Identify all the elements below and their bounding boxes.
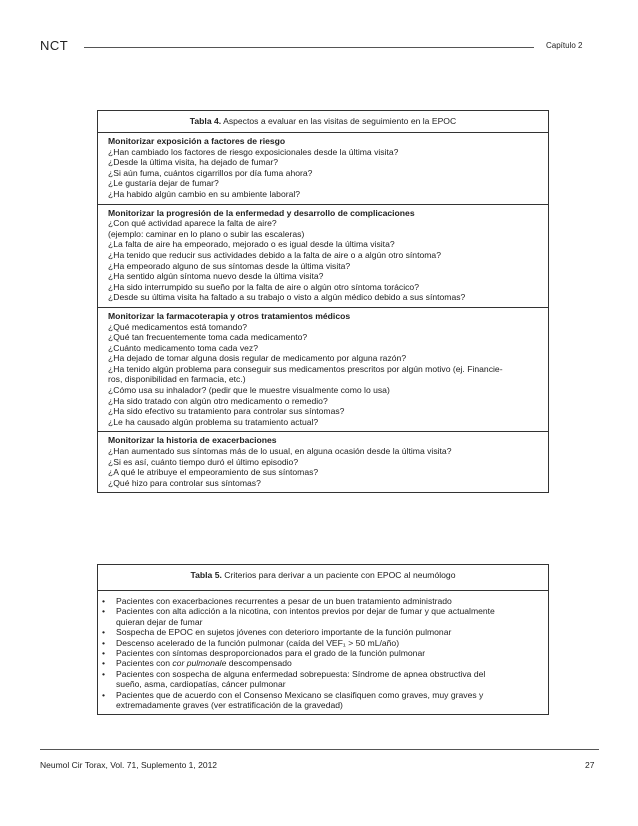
question-line: ¿Ha sentido algún síntoma nuevo desde la última visita? bbox=[108, 271, 324, 282]
criteria-item bbox=[102, 596, 540, 606]
question-line: ¿Si es así, cuánto tiempo duró el último episodio? bbox=[108, 456, 299, 467]
criteria-text: Descenso acelerado de la función pulmonar (caída del VEF₁ > 50 mL/año) bbox=[116, 637, 400, 648]
question-line: (ejemplo: caminar en lo plano o subir las escaleras) bbox=[108, 228, 305, 239]
running-header-chapter: Capítulo 2 bbox=[546, 41, 583, 50]
question-line: ¿Desde su última visita ha faltado a su trabajo o visto a algún médico debido a sus síntomas? bbox=[108, 292, 466, 303]
question-line: ¿Ha sido interrumpido su sueño por la falta de aire o algún otro síntoma torácico? bbox=[108, 281, 419, 292]
question-line: ¿Han cambiado los factores de riesgo exposicionales desde la última visita? bbox=[108, 146, 399, 157]
footer-rule bbox=[40, 749, 599, 750]
question-line: ¿Han aumentado sus síntomas más de lo usual, en alguna ocasión desde la última visita? bbox=[108, 446, 452, 457]
bullet-icon: • bbox=[102, 627, 106, 638]
question-line: ¿Ha sido tratado con algún otro medicamento o remedio? bbox=[108, 395, 328, 406]
criteria-text: Pacientes que de acuerdo con el Consenso Mexicano se clasifiquen como graves, muy graves y bbox=[116, 689, 484, 700]
question-line: ¿Ha sido efectivo su tratamiento para controlar sus síntomas? bbox=[108, 406, 345, 417]
running-header-left: NCT bbox=[40, 38, 69, 53]
question-line: ¿Ha tenido algún problema para conseguir sus medicamentos prescritos por algún motivo (ej. Financie- bbox=[108, 363, 503, 374]
bullet-icon: • bbox=[102, 648, 106, 659]
table-4-caption-text: Aspectos a evaluar en las visitas de seguimiento en la EPOC bbox=[221, 116, 457, 126]
criteria-item bbox=[102, 638, 540, 648]
criteria-item bbox=[102, 658, 540, 668]
question-line: ¿Con qué actividad aparece la falta de aire? bbox=[108, 218, 277, 229]
bullet-icon: • bbox=[102, 637, 106, 648]
bullet-icon: • bbox=[102, 658, 106, 669]
table-4-section bbox=[98, 205, 548, 308]
question-line: ¿Si aún fuma, cuántos cigarrillos por día fuma ahora? bbox=[108, 167, 313, 178]
question-line: ¿Cómo usa su inhalador? (pedir que le muestre visualmente como lo usa) bbox=[108, 385, 390, 396]
criteria-item bbox=[102, 669, 540, 679]
bullet-icon bbox=[102, 617, 116, 627]
table-4-caption-label: Tabla 4. bbox=[189, 116, 222, 126]
journal-citation: Neumol Cir Torax, Vol. 71, Suplemento 1, 2012 bbox=[40, 760, 218, 770]
criteria-item-continuation bbox=[102, 679, 540, 689]
question-line: ¿Ha dejado de tomar alguna dosis regular de medicamento por alguna razón? bbox=[108, 353, 407, 364]
question-line: ¿Le gustaría dejar de fumar? bbox=[108, 178, 219, 189]
bullet-icon: • bbox=[102, 668, 106, 679]
section-title: Monitorizar la farmacoterapia y otros tratamientos médicos bbox=[108, 310, 351, 321]
table-4-section bbox=[98, 432, 548, 492]
question-line: ¿Ha empeorado alguno de sus síntomas desde la última visita? bbox=[108, 260, 351, 271]
table-5-caption-label: Tabla 5. bbox=[190, 570, 222, 580]
criteria-item bbox=[102, 606, 540, 616]
table-4-section bbox=[98, 308, 548, 433]
question-line: ¿Qué tan frecuentemente toma cada medicamento? bbox=[108, 332, 308, 343]
header-rule bbox=[84, 47, 534, 48]
criteria-item bbox=[102, 690, 540, 700]
bullet-icon: • bbox=[102, 606, 106, 617]
criteria-item bbox=[102, 648, 540, 658]
table-4-sections bbox=[98, 133, 548, 492]
section-title: Monitorizar la historia de exacerbaciones bbox=[108, 435, 277, 446]
table-5-caption-text: Criterios para derivar a un paciente con EPOC al neumólogo bbox=[221, 570, 456, 580]
question-line: ¿Ha tenido que reducir sus actividades debido a la falta de aire o a algún otro síntoma? bbox=[108, 249, 441, 260]
table-4-caption bbox=[98, 111, 548, 133]
bullet-icon bbox=[102, 679, 116, 689]
question-line: ¿Le ha causado algún problema su tratamiento actual? bbox=[108, 416, 319, 427]
section-title: Monitorizar exposición a factores de riesgo bbox=[108, 136, 286, 146]
criteria-item-continuation bbox=[102, 700, 540, 710]
criteria-text: Pacientes con síntomas desproporcionados para el grado de la función pulmonar bbox=[116, 648, 426, 659]
question-line: ¿La falta de aire ha empeorado, mejorado o es igual desde la última visita? bbox=[108, 239, 395, 250]
table-4 bbox=[97, 110, 549, 493]
criteria-text: Sospecha de EPOC en sujetos jóvenes con deterioro importante de la función pulmonar bbox=[116, 627, 452, 638]
table-5 bbox=[97, 564, 549, 715]
page-number: 27 bbox=[585, 760, 595, 770]
question-line: ¿Ha habido algún cambio en su ambiente laboral? bbox=[108, 188, 301, 199]
bullet-icon: • bbox=[102, 689, 106, 700]
criteria-text: Pacientes con exacerbaciones recurrentes a pesar de un buen tratamiento administrado bbox=[116, 596, 452, 606]
question-line: ¿Qué medicamentos está tomando? bbox=[108, 321, 248, 332]
table-5-criteria-list bbox=[98, 591, 548, 714]
section-title: Monitorizar la progresión de la enfermedad y desarrollo de complicaciones bbox=[108, 207, 415, 218]
criteria-text: quieran dejar de fumar bbox=[116, 616, 203, 627]
criteria-item bbox=[102, 627, 540, 637]
question-line: ¿Desde la última visita, ha dejado de fumar? bbox=[108, 157, 279, 168]
criteria-text: Pacientes con sospecha de alguna enfermedad sobrepuesta: Síndrome de apnea obstructiva del bbox=[116, 668, 486, 679]
bullet-icon: • bbox=[102, 596, 106, 606]
question-line: ¿Cuánto medicamento toma cada vez? bbox=[108, 342, 258, 353]
bullet-icon bbox=[102, 700, 116, 710]
question-line: ¿Qué hizo para controlar sus síntomas? bbox=[108, 477, 261, 488]
criteria-text: Pacientes con alta adicción a la nicotina, con intentos previos por dejar de fumar y que actualmente bbox=[116, 606, 495, 617]
question-line: ¿A qué le atribuye el empeoramiento de sus síntomas? bbox=[108, 467, 319, 478]
criteria-text: Pacientes con cor pulmonale descompensado bbox=[116, 658, 292, 669]
criteria-text: sueño, asma, cardiopatías, cáncer pulmonar bbox=[116, 679, 286, 690]
question-line: ros, disponibilidad en farmacia, etc.) bbox=[108, 374, 246, 385]
criteria-text: extremadamente graves (ver estratificación de la gravedad) bbox=[116, 700, 343, 711]
criteria-item-continuation bbox=[102, 617, 540, 627]
table-4-section bbox=[98, 133, 548, 205]
table-5-caption bbox=[98, 565, 548, 591]
